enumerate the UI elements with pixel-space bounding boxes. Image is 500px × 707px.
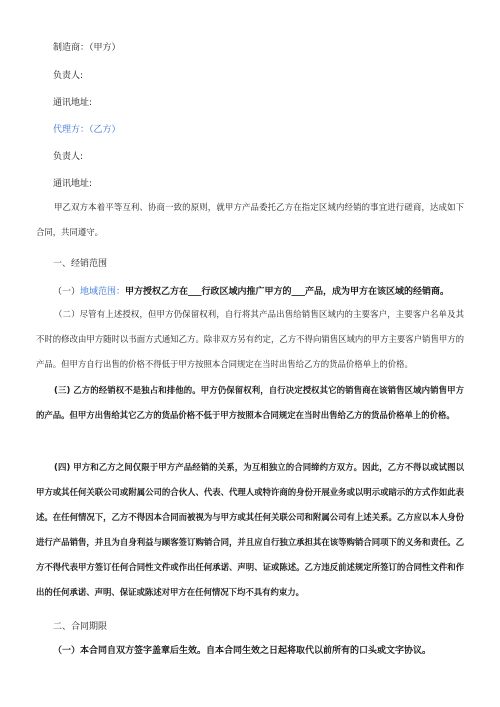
- section1-title: 一、经销范围: [53, 259, 108, 269]
- manufacturer-address-line: 通讯地址:: [53, 98, 93, 108]
- item1-text: 甲方授权乙方在___行政区域内推广甲方的___产品，成为甲方在该区域的经销商。: [125, 287, 450, 297]
- agent-line: 代理方：（乙方）: [53, 125, 121, 135]
- section2-title: 二、合同期限: [53, 622, 108, 632]
- intro-paragraph: 甲乙双方本着平等互利、协商一致的原则，就甲方产品委托乙方在指定区域内经销的事宜进行磋商，达成如下合同，共同遵守。: [36, 202, 464, 237]
- section1-item3: (三) 乙方的经销权不是独占和排他的。甲方仍保留权利，自行决定授权其它的销售商在该销售区域内销售甲方的产品。但甲方出售给其它乙方的货品价格不低于甲方按照本合同规定在当时出售给乙方的货品价格单上的价格。: [36, 385, 464, 420]
- agent-person-line: 负责人:: [53, 152, 84, 162]
- agent-address-line: 通讯地址:: [53, 179, 93, 189]
- section1-item2: （二）尽管有上述授权，但甲方仍保留权利，自行将其产品出售给销售区域内的主要客户，主要客户名单及其不时的修改由甲方随时以书面方式通知乙方。除非双方另有约定，乙方不得向销售区域内的甲方主要客户销售甲方的产品。但甲方自行出售的价格不得低于甲方按照本合同规定在当时出售给乙方的货品价格单上的价格。: [36, 309, 464, 369]
- section1-item4: (四) 甲方和乙方之间仅限于甲方产品经销的关系，为互相独立的合同缔约方双方。因此，乙方不得以或试图以甲方或其任何关联公司或附属公司的合伙人、代表、代理人或特许商的身份开展业务或以明示或暗示的方式作如此表述。在任何情况下，乙方不得因本合同而被视为与甲方或其任何关联公司和附属公司有上述关系。乙方应以本人身份进行产品销售，并且为自身利益与顾客签订购销合同，并且应自行独立承担其在该等购销合同项下的义务和责任。乙方不得代表甲方签订任何合同性文件或作出任何承诺、声明、证或陈述。乙方违反前述规定所签订的合同性文件和作出的任何承诺、声明、保证或陈述对甲方在任何情况下均不具有约束力。: [36, 462, 464, 597]
- section2-item1: （一）本合同自双方签字盖章后生效。自本合同生效之日起将取代以前所有的口头或文字协议。: [53, 646, 432, 656]
- section1-item1: [53, 286, 449, 298]
- manufacturer-person-line: 负责人:: [53, 71, 84, 81]
- item1-prefix: （一）: [53, 287, 81, 297]
- item1-label: 地域范围：: [80, 287, 126, 297]
- manufacturer-line: 制造商：（甲方）: [53, 43, 121, 53]
